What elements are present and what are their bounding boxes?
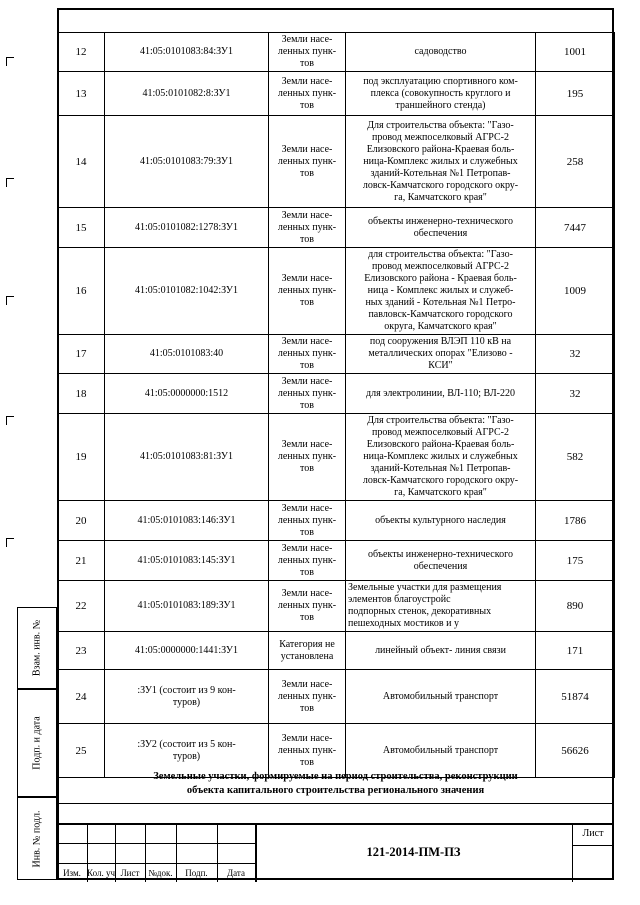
cadastral-number: 41:05:0101083:145:ЗУ1 [105, 541, 269, 581]
area-value: 175 [536, 541, 615, 581]
col-label-kol-uch: Кол. уч [87, 868, 115, 878]
section-heading-line2: объекта капитального строительства регионального значения [186, 785, 485, 796]
document-code: 121-2014-ПМ-ПЗ [366, 845, 461, 859]
table-row [58, 208, 615, 248]
table-row [58, 248, 615, 335]
row-number: 18 [58, 374, 105, 414]
land-category: Земли насе- ленных пунк- тов [269, 581, 346, 632]
row-number: 25 [58, 724, 105, 778]
land-category: Земли насе- ленных пунк- тов [269, 335, 346, 374]
land-category: Земли насе- ленных пунк- тов [269, 33, 346, 72]
permitted-use: для электролинии, ВЛ-110; ВЛ-220 [346, 374, 536, 414]
area-value: 7447 [536, 208, 615, 248]
cadastral-number: 41:05:0101083:79:ЗУ1 [105, 116, 269, 208]
col-label-list: Лист [120, 868, 140, 878]
row-number: 12 [58, 33, 105, 72]
row-number: 15 [58, 208, 105, 248]
cadastral-number: 41:05:0000000:1441:ЗУ1 [105, 632, 269, 670]
col-label-izm: Изм. [63, 868, 81, 878]
section-heading-line1: Земельные участки, формируемые на период строительства, реконструкции [153, 771, 518, 782]
cadastral-number: :ЗУ1 (состоит из 9 кон- туров) [105, 670, 269, 724]
row-number: 20 [58, 501, 105, 541]
table-row [58, 335, 615, 374]
cadastral-number: 41:05:0101082:8:ЗУ1 [105, 72, 269, 116]
permitted-use: Для строительства объекта: "Газо- провод межпоселковый АГРС-2 Елизовского района-Краевая боль- ница-Комплекс жилых и служебных зданий-Котельная №1 Петропав- ловск-Камчатского городского окру- га, Камчатского края" [346, 414, 536, 501]
table-row [58, 33, 615, 72]
cadastral-number: 41:05:0101083:146:ЗУ1 [105, 501, 269, 541]
land-category: Земли насе- ленных пунк- тов [269, 724, 346, 778]
table-row [58, 581, 615, 632]
col-label-data: Дата [227, 868, 245, 878]
section-heading [57, 765, 614, 804]
row-number: 22 [58, 581, 105, 632]
table-row [58, 541, 615, 581]
area-value: 890 [536, 581, 615, 632]
cadastral-number: 41:05:0101083:84:ЗУ1 [105, 33, 269, 72]
permitted-use: Автомобильный транспорт [346, 724, 536, 778]
cadastral-number: 41:05:0000000:1512 [105, 374, 269, 414]
area-value: 32 [536, 335, 615, 374]
land-category: Земли насе- ленных пунк- тов [269, 374, 346, 414]
row-number: 24 [58, 670, 105, 724]
land-category: Земли насе- ленных пунк- тов [269, 208, 346, 248]
land-category: Земли насе- ленных пунк- тов [269, 248, 346, 335]
permitted-use: объекты инженерно-технического обеспечения [346, 541, 536, 581]
area-value: 1001 [536, 33, 615, 72]
land-plots-table [57, 32, 615, 778]
row-number: 16 [58, 248, 105, 335]
col-label-podp: Подп. [185, 868, 208, 878]
sheet-label: Лист [582, 828, 604, 839]
table-row [58, 72, 615, 116]
area-value: 171 [536, 632, 615, 670]
table-row [58, 116, 615, 208]
permitted-use: под сооружения ВЛЭП 110 кВ на металлических опорах "Елизово - КСИ" [346, 335, 536, 374]
area-value: 32 [536, 374, 615, 414]
area-value: 56626 [536, 724, 615, 778]
row-number: 19 [58, 414, 105, 501]
area-value: 582 [536, 414, 615, 501]
land-category: Земли насе- ленных пунк- тов [269, 670, 346, 724]
land-category: Земли насе- ленных пунк- тов [269, 501, 346, 541]
permitted-use: линейный объект- линия связи [346, 632, 536, 670]
area-value: 1009 [536, 248, 615, 335]
area-value: 51874 [536, 670, 615, 724]
side-stamp-inv-orig: Инв. № подл. [17, 797, 57, 880]
title-block [57, 823, 614, 882]
area-value: 1786 [536, 501, 615, 541]
row-number: 13 [58, 72, 105, 116]
area-value: 258 [536, 116, 615, 208]
table-row [58, 632, 615, 670]
row-number: 21 [58, 541, 105, 581]
table-row [58, 374, 615, 414]
land-category: Земли насе- ленных пунк- тов [269, 414, 346, 501]
table-row [58, 501, 615, 541]
land-category: Земли насе- ленных пунк- тов [269, 116, 346, 208]
land-category: Земли насе- ленных пунк- тов [269, 72, 346, 116]
land-category: Категория не установлена [269, 632, 346, 670]
cadastral-number: 41:05:0101083:189:ЗУ1 [105, 581, 269, 632]
permitted-use: Земельные участки для размещения элементов благоустройс подпорных стенок, декоративных пешеходных мостиков и у [346, 581, 536, 632]
permitted-use: Автомобильный транспорт [346, 670, 536, 724]
cadastral-number: 41:05:0101083:40 [105, 335, 269, 374]
col-label-ndok: №док. [148, 868, 173, 878]
row-number: 17 [58, 335, 105, 374]
cadastral-number: 41:05:0101082:1278:ЗУ1 [105, 208, 269, 248]
cadastral-number: 41:05:0101083:81:ЗУ1 [105, 414, 269, 501]
area-value: 195 [536, 72, 615, 116]
side-stamp-sign-date: Подп. и дата [17, 689, 57, 797]
permitted-use: Для строительства объекта: "Газо- провод межпоселковый АГРС-2 Елизовского района-Краевая боль- ница-Комплекс жилых и служебных зданий-Котельная №1 Петропав- ловск-Камчатского городского окру- га, Камчатского края" [346, 116, 536, 208]
permitted-use: для строительства объекта: "Газо- провод межпоселковый АГРС-2 Елизовского района - Краевая боль- ница - Комплекс жилых и служеб- ных зданий - Котельная №1 Петро- павловск-Камчатского городского округа, Камчатского края" [346, 248, 536, 335]
land-category: Земли насе- ленных пунк- тов [269, 541, 346, 581]
table-row [58, 414, 615, 501]
permitted-use: под эксплуатацию спортивного ком- плекса (совокупность круглого и траншейного стенда) [346, 72, 536, 116]
permitted-use: объекты инженерно-технического обеспечения [346, 208, 536, 248]
row-number: 14 [58, 116, 105, 208]
side-stamp-inv-no: Взам. инв. № [17, 607, 57, 689]
permitted-use: садоводство [346, 33, 536, 72]
row-number: 23 [58, 632, 105, 670]
permitted-use: объекты культурного наследия [346, 501, 536, 541]
table-row [58, 670, 615, 724]
cadastral-number: :ЗУ2 (состоит из 5 кон- туров) [105, 724, 269, 778]
cadastral-number: 41:05:0101082:1042:ЗУ1 [105, 248, 269, 335]
